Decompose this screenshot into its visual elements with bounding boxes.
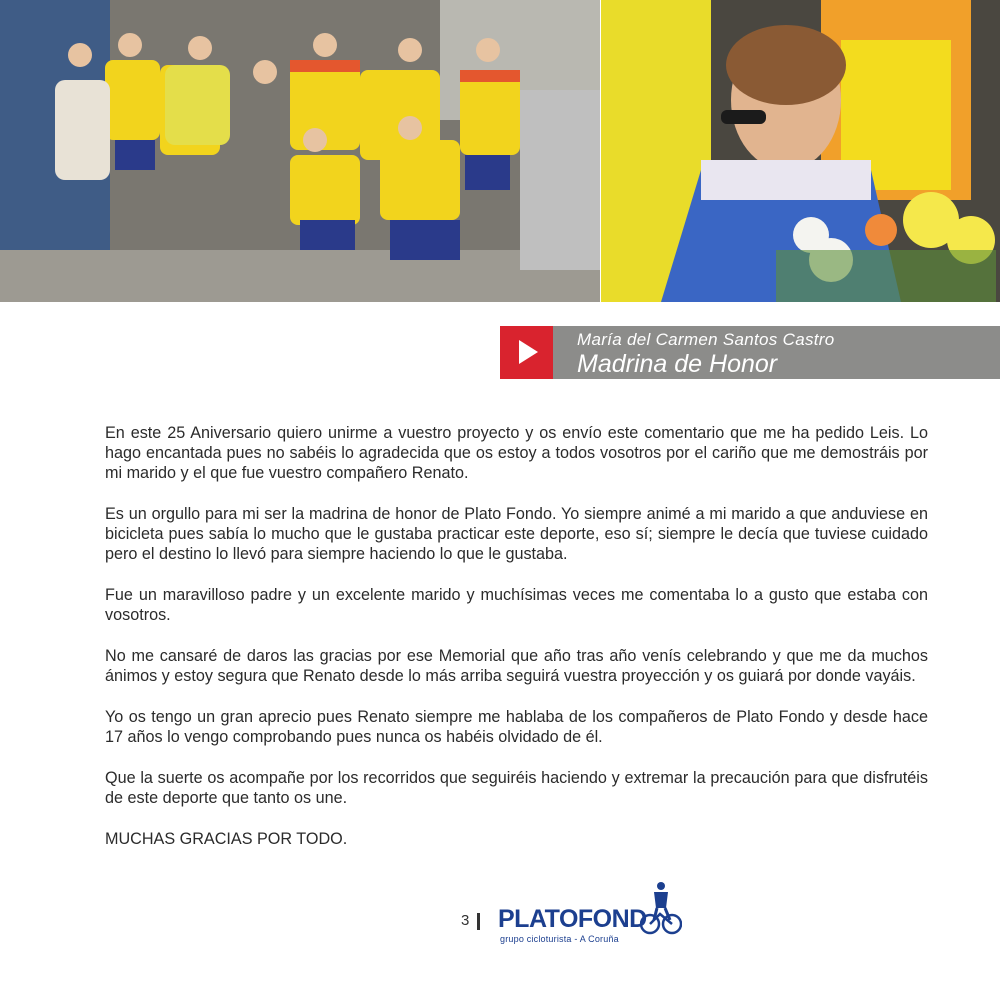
group-photo-illustration xyxy=(0,0,600,302)
group-photo xyxy=(0,0,600,302)
paragraph: Que la suerte os acompañe por los recorridos que seguiréis haciendo y extremar la precaución para que disfrutéis de este deporte que tanto os une. xyxy=(105,769,928,807)
logo-subtitle: grupo cicloturista - A Coruña xyxy=(500,934,619,944)
person-name: María del Carmen Santos Castro xyxy=(577,330,835,349)
letter-body xyxy=(105,423,928,870)
closing-line: MUCHAS GRACIAS POR TODO. xyxy=(105,830,348,848)
play-icon xyxy=(500,326,553,379)
person-title: Madrina de Honor xyxy=(577,350,778,378)
footer-divider xyxy=(477,913,480,930)
paragraph: Es un orgullo para mi ser la madrina de honor de Plato Fondo. Yo siempre animé a mi marido a que anduviese en bicicleta pues sabía lo mucho que le gustaba practicar este deporte, eso sí; siempre le decía que tuviese cuidado pero el destino lo llevó para siempre haciendo lo que le gustaba. xyxy=(105,505,928,563)
cyclist-logo-icon xyxy=(640,880,682,936)
paragraph: En este 25 Aniversario quiero unirme a vuestro proyecto y os envío este comentario que me ha pedido Leis. Lo hago encantada pues no sabéis lo agradecida que os estoy a todos vosotros por el cariño que me demostráis por mi marido y el que fue vuestro compañero Renato. xyxy=(105,424,928,482)
portrait-photo-illustration xyxy=(601,0,1000,302)
logo-text: PLATOFOND xyxy=(498,905,647,933)
portrait-photo xyxy=(601,0,1000,302)
page-number: 3 xyxy=(461,912,470,929)
paragraph: No me cansaré de daros las gracias por ese Memorial que año tras año venís celebrando y que me da muchos ánimos y estoy segura que Renato desde lo más arriba seguirá vuestra proyección y os guiará por donde vayáis. xyxy=(105,647,928,685)
paragraph: Yo os tengo un gran aprecio pues Renato siempre me hablaba de los compañeros de Plato Fondo y desde hace 17 años lo vengo comprobando pues nunca os habéis olvidado de él. xyxy=(105,708,928,746)
paragraph: Fue un maravilloso padre y un excelente marido y muchísimas veces me comentaba lo a gusto que estaba con vosotros. xyxy=(105,586,928,624)
